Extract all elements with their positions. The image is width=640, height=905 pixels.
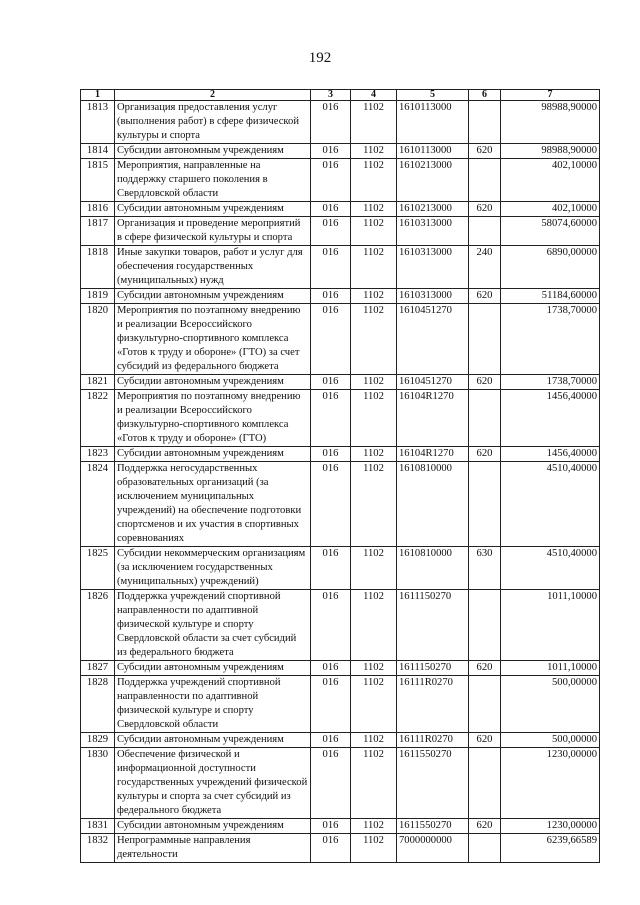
col-header-5: 5 [397, 90, 469, 101]
row-expense-type-code: 620 [469, 447, 501, 462]
table-row [81, 159, 600, 202]
row-number: 1828 [81, 676, 115, 733]
row-expense-type-code [469, 217, 501, 246]
table-row [81, 289, 600, 304]
row-name: Субсидии автономным учреждениям [115, 202, 311, 217]
row-name: Мероприятия, направленные на поддержку старшего поколения в Свердловской области [115, 159, 311, 202]
row-amount: 58074,60000 [501, 217, 600, 246]
col-header-1: 1 [81, 90, 115, 101]
table-row [81, 217, 600, 246]
row-number: 1818 [81, 246, 115, 289]
row-number: 1827 [81, 661, 115, 676]
row-ministry-code: 016 [311, 462, 351, 547]
row-name: Поддержка учреждений спортивной направленности по адаптивной физической культуре и спорту Свердловской области [115, 676, 311, 733]
row-number: 1820 [81, 304, 115, 375]
table-row [81, 101, 600, 144]
row-target-code: 1610810000 [397, 547, 469, 590]
row-number: 1813 [81, 101, 115, 144]
row-ministry-code: 016 [311, 202, 351, 217]
row-expense-type-code: 620 [469, 202, 501, 217]
row-section-code: 1102 [351, 834, 397, 863]
budget-table [80, 89, 600, 863]
row-section-code: 1102 [351, 246, 397, 289]
row-target-code: 1610213000 [397, 159, 469, 202]
row-name: Иные закупки товаров, работ и услуг для обеспечения государственных (муниципальных) нужд [115, 246, 311, 289]
row-amount: 1456,40000 [501, 447, 600, 462]
row-name: Мероприятия по поэтапному внедрению и реализации Всероссийского физкультурно-спортивного комплекса «Готов к труду и обороне» (ГТО) за счет субсидий из федерального бюджета [115, 304, 311, 375]
row-number: 1831 [81, 819, 115, 834]
row-expense-type-code [469, 748, 501, 819]
row-name: Субсидии автономным учреждениям [115, 733, 311, 748]
row-expense-type-code: 620 [469, 375, 501, 390]
table-row [81, 304, 600, 375]
row-section-code: 1102 [351, 733, 397, 748]
row-name: Обеспечение физической и информационной доступности государственных учреждений физической культуры и спорта за счет субсидий из федерального бюджета [115, 748, 311, 819]
row-name: Субсидии автономным учреждениям [115, 819, 311, 834]
row-number: 1816 [81, 202, 115, 217]
row-name: Поддержка учреждений спортивной направленности по адаптивной физической культуре и спорту Свердловской области за счет субсидий из федерального бюджета [115, 590, 311, 661]
row-target-code: 1611150270 [397, 590, 469, 661]
row-ministry-code: 016 [311, 733, 351, 748]
row-section-code: 1102 [351, 462, 397, 547]
table-row [81, 202, 600, 217]
row-target-code: 16111R0270 [397, 733, 469, 748]
row-section-code: 1102 [351, 304, 397, 375]
row-expense-type-code [469, 462, 501, 547]
row-number: 1814 [81, 144, 115, 159]
table-row [81, 390, 600, 447]
row-ministry-code: 016 [311, 819, 351, 834]
row-section-code: 1102 [351, 590, 397, 661]
table-row [81, 661, 600, 676]
col-header-6: 6 [469, 90, 501, 101]
row-amount: 1456,40000 [501, 390, 600, 447]
row-name: Субсидии автономным учреждениям [115, 144, 311, 159]
row-ministry-code: 016 [311, 375, 351, 390]
row-name: Субсидии автономным учреждениям [115, 289, 311, 304]
row-ministry-code: 016 [311, 547, 351, 590]
row-name: Субсидии автономным учреждениям [115, 375, 311, 390]
row-amount: 1738,70000 [501, 375, 600, 390]
row-ministry-code: 016 [311, 289, 351, 304]
row-ministry-code: 016 [311, 447, 351, 462]
row-amount: 98988,90000 [501, 144, 600, 159]
row-target-code: 1610213000 [397, 202, 469, 217]
col-header-3: 3 [311, 90, 351, 101]
row-expense-type-code [469, 101, 501, 144]
table-row [81, 834, 600, 863]
row-target-code: 1611550270 [397, 748, 469, 819]
row-target-code: 1610313000 [397, 246, 469, 289]
row-name: Поддержка негосударственных образовательных организаций (за исключением муниципальных учреждений) на обеспечение подготовки спортсменов и их участия в спортивных соревнованиях [115, 462, 311, 547]
row-number: 1830 [81, 748, 115, 819]
row-name: Субсидии автономным учреждениям [115, 661, 311, 676]
row-amount: 402,10000 [501, 202, 600, 217]
row-expense-type-code: 240 [469, 246, 501, 289]
table-row [81, 819, 600, 834]
row-expense-type-code [469, 390, 501, 447]
row-expense-type-code [469, 590, 501, 661]
row-name: Мероприятия по поэтапному внедрению и реализации Всероссийского физкультурно-спортивного комплекса «Готов к труду и обороне» (ГТО) [115, 390, 311, 447]
row-expense-type-code [469, 304, 501, 375]
row-name: Организация предоставления услуг (выполнения работ) в сфере физической культуры и спорта [115, 101, 311, 144]
row-target-code: 1610451270 [397, 375, 469, 390]
row-section-code: 1102 [351, 819, 397, 834]
row-target-code: 1610113000 [397, 101, 469, 144]
row-target-code: 16111R0270 [397, 676, 469, 733]
row-amount: 1011,10000 [501, 661, 600, 676]
row-name: Субсидии автономным учреждениям [115, 447, 311, 462]
row-target-code: 1610313000 [397, 217, 469, 246]
row-section-code: 1102 [351, 547, 397, 590]
row-target-code: 16104R1270 [397, 390, 469, 447]
row-ministry-code: 016 [311, 144, 351, 159]
table-row [81, 733, 600, 748]
row-target-code: 1610113000 [397, 144, 469, 159]
row-section-code: 1102 [351, 159, 397, 202]
row-ministry-code: 016 [311, 676, 351, 733]
row-amount: 500,00000 [501, 733, 600, 748]
row-section-code: 1102 [351, 217, 397, 246]
header-row [81, 90, 600, 101]
row-amount: 98988,90000 [501, 101, 600, 144]
row-target-code: 1611550270 [397, 819, 469, 834]
row-number: 1821 [81, 375, 115, 390]
row-ministry-code: 016 [311, 661, 351, 676]
row-ministry-code: 016 [311, 748, 351, 819]
row-ministry-code: 016 [311, 246, 351, 289]
row-number: 1829 [81, 733, 115, 748]
table-row [81, 676, 600, 733]
row-target-code: 1610810000 [397, 462, 469, 547]
row-name: Организация и проведение мероприятий в сфере физической культуры и спорта [115, 217, 311, 246]
table-row [81, 590, 600, 661]
row-section-code: 1102 [351, 447, 397, 462]
row-number: 1815 [81, 159, 115, 202]
row-amount: 1230,00000 [501, 819, 600, 834]
row-number: 1823 [81, 447, 115, 462]
row-expense-type-code: 620 [469, 819, 501, 834]
row-number: 1817 [81, 217, 115, 246]
row-target-code: 1610313000 [397, 289, 469, 304]
row-expense-type-code: 620 [469, 661, 501, 676]
row-section-code: 1102 [351, 101, 397, 144]
row-expense-type-code [469, 159, 501, 202]
row-target-code: 1610451270 [397, 304, 469, 375]
row-expense-type-code: 620 [469, 733, 501, 748]
col-header-7: 7 [501, 90, 600, 101]
row-number: 1825 [81, 547, 115, 590]
row-name: Субсидии некоммерческим организациям (за исключением государственных (муниципальных) учреждений) [115, 547, 311, 590]
row-expense-type-code [469, 676, 501, 733]
row-amount: 51184,60000 [501, 289, 600, 304]
row-amount: 6890,00000 [501, 246, 600, 289]
col-header-4: 4 [351, 90, 397, 101]
row-target-code: 7000000000 [397, 834, 469, 863]
row-ministry-code: 016 [311, 390, 351, 447]
row-amount: 500,00000 [501, 676, 600, 733]
row-expense-type-code: 620 [469, 144, 501, 159]
page-number: 192 [308, 50, 332, 66]
row-ministry-code: 016 [311, 304, 351, 375]
table-row [81, 748, 600, 819]
row-section-code: 1102 [351, 661, 397, 676]
row-expense-type-code [469, 834, 501, 863]
row-expense-type-code: 620 [469, 289, 501, 304]
table-row [81, 447, 600, 462]
row-ministry-code: 016 [311, 590, 351, 661]
row-target-code: 16104R1270 [397, 447, 469, 462]
table-row [81, 462, 600, 547]
row-amount: 1738,70000 [501, 304, 600, 375]
row-section-code: 1102 [351, 289, 397, 304]
row-number: 1832 [81, 834, 115, 863]
row-amount: 1011,10000 [501, 590, 600, 661]
row-number: 1826 [81, 590, 115, 661]
row-number: 1824 [81, 462, 115, 547]
row-section-code: 1102 [351, 676, 397, 733]
table-row [81, 144, 600, 159]
row-number: 1822 [81, 390, 115, 447]
row-amount: 1230,00000 [501, 748, 600, 819]
row-section-code: 1102 [351, 202, 397, 217]
row-amount: 4510,40000 [501, 547, 600, 590]
col-header-2: 2 [115, 90, 311, 101]
row-amount: 4510,40000 [501, 462, 600, 547]
row-number: 1819 [81, 289, 115, 304]
row-section-code: 1102 [351, 390, 397, 447]
row-section-code: 1102 [351, 748, 397, 819]
row-section-code: 1102 [351, 375, 397, 390]
row-amount: 6239,66589 [501, 834, 600, 863]
table-row [81, 375, 600, 390]
row-ministry-code: 016 [311, 159, 351, 202]
row-amount: 402,10000 [501, 159, 600, 202]
row-expense-type-code: 630 [469, 547, 501, 590]
row-ministry-code: 016 [311, 217, 351, 246]
row-ministry-code: 016 [311, 834, 351, 863]
table-row [81, 246, 600, 289]
table-row [81, 547, 600, 590]
row-name: Непрограммные направления деятельности [115, 834, 311, 863]
row-section-code: 1102 [351, 144, 397, 159]
row-target-code: 1611150270 [397, 661, 469, 676]
row-ministry-code: 016 [311, 101, 351, 144]
